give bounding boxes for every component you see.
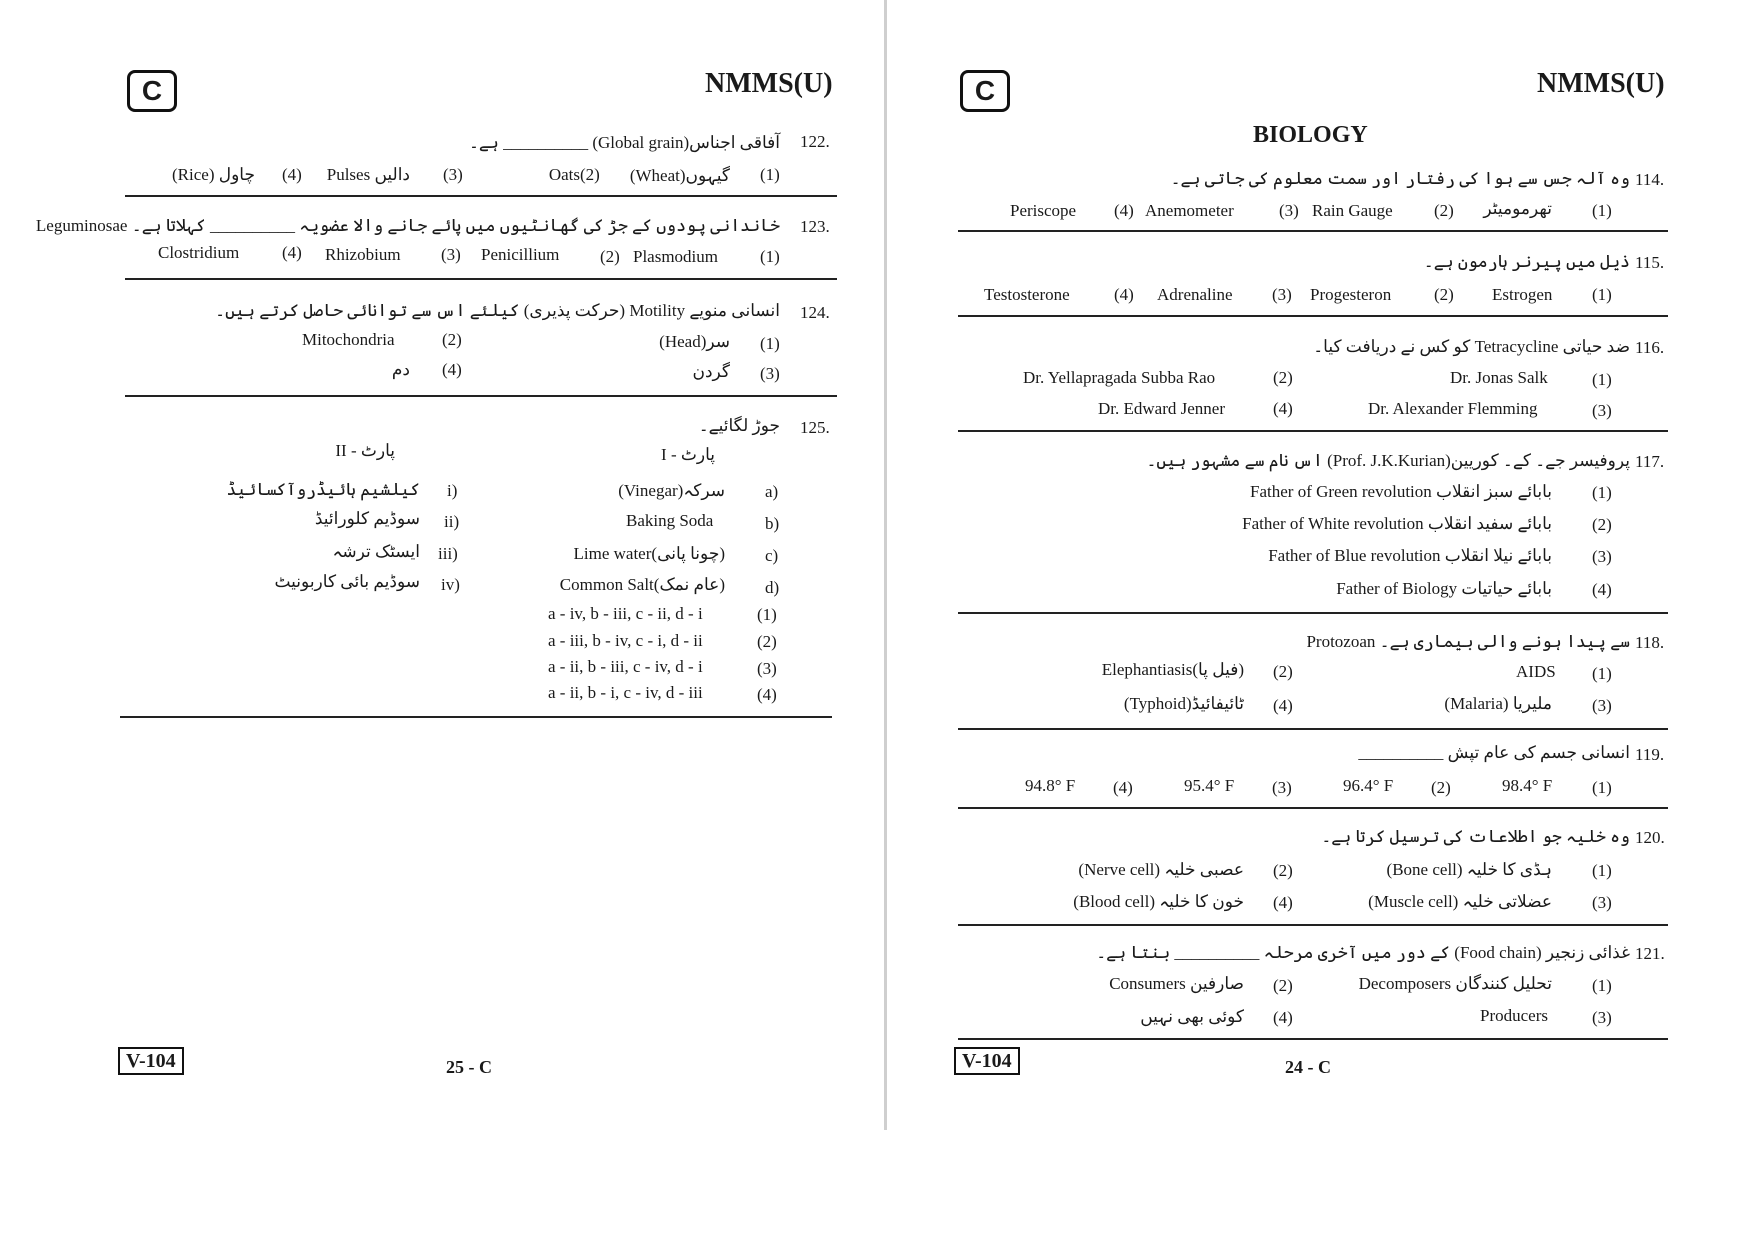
question-stem: Leguminosae خاندانی پودوں کے جڑ کی گھانٹیوں میں پائے جانے والا عضویہ __________ کہلاتا ہے۔ [35,216,780,235]
page-header: NMMS(U) [1537,68,1665,99]
option-number: (3) [1592,893,1612,912]
option-number: (4) [1114,201,1134,220]
option-number: (4) [1273,696,1293,715]
match-item: سوڈیم کلورائیڈ [314,509,420,528]
option-text: Dr. Edward Jenner [1098,399,1225,418]
divider [125,395,837,397]
option-text: 98.4° F [1502,776,1553,795]
divider [120,716,832,718]
option-text: بابائے حیاتیات Father of Biology [1336,579,1552,598]
option-number: (3) [757,659,777,678]
question-stem: آفاقی اجناس(Global grain) __________ ہے۔ [468,133,780,152]
question-number: 125. [800,418,830,437]
booklet-code: V-104 [118,1047,184,1075]
question-stem: وہ آلہ جس سے ہوا کی رفتار اور سمت معلوم کی جاتی ہے۔ [1170,169,1630,188]
option-number: (2) [1273,976,1293,995]
question-stem: وہ خلیہ جو اطلاعات کی ترسیل کرتا ہے۔ [1321,827,1630,846]
question-stem: پروفیسر جے۔ کے۔ کوریین(Prof. J.K.Kurian) اس نام سے مشہور ہیں۔ [1146,451,1630,470]
match-label: a) [765,482,779,501]
option-text: بابائے سبز انقلاب Father of Green revolution [1250,482,1552,501]
option-text: Clostridium [158,243,240,262]
option-text: Penicillium [481,245,560,264]
option-number: (1) [1592,778,1612,797]
option-number: (3) [1272,285,1292,304]
option-text: a - iii, b - iv, c - i, d - ii [548,631,703,650]
option-text: کوئی بھی نہیں [1140,1007,1244,1026]
option-number: (4) [1114,285,1134,304]
option-number: (3) [1592,1008,1612,1027]
option-number: (1) [1592,861,1612,880]
option-text: عضلاتی خلیہ (Muscle cell) [1368,892,1552,911]
match-item: سوڈیم بائی کاربونیٹ [274,572,420,591]
set-label: C [127,70,177,112]
option-number: (1) [760,247,780,266]
option-text: تھرمومیٹر [1483,199,1552,218]
option-text: چاول (Rice) [172,165,255,184]
match-label: ii) [444,512,460,531]
option-number: (2) [1273,662,1293,681]
option-text: Anemometer [1145,201,1234,220]
page-header: NMMS(U) [705,68,833,99]
divider [958,807,1668,809]
booklet-code: V-104 [954,1047,1020,1075]
page-number: 25 - C [446,1057,492,1077]
option-number: (3) [1592,696,1612,715]
option-number: (1) [1592,976,1612,995]
option-number: (2) [757,632,777,651]
question-number: 121. [1635,944,1665,963]
option-number: (3) [441,245,461,264]
divider [958,1038,1668,1040]
match-item: Lime water(چونا پانی) [573,544,725,563]
option-text: Mitochondria [302,330,395,349]
option-text: Periscope [1010,201,1077,220]
option-text: ٹائیفائیڈ(Typhoid) [1123,694,1244,713]
right-page [890,0,1752,1238]
question-stem: ضد حیاتی Tetracycline کو کس نے دریافت کیا۔ [1313,337,1630,356]
match-label: i) [447,481,458,500]
option-text: Rhizobium [325,245,401,264]
option-number: (2) [1273,368,1293,387]
option-number: (2) [1434,201,1454,220]
option-text: a - ii, b - iii, c - iv, d - i [548,657,703,676]
question-number: 116. [1635,338,1665,357]
divider [958,612,1668,614]
option-number: (1) [757,605,777,624]
option-text: Testosterone [984,285,1070,304]
option-text: سر(Head) [659,332,730,351]
option-number: (3) [1592,547,1612,566]
option-text: 94.8° F [1025,776,1076,795]
option-text: بابائے سفید انقلاب Father of White revolution [1242,514,1552,533]
option-text: عصبی خلیہ (Nerve cell) [1078,860,1244,879]
option-number: (1) [1592,664,1612,683]
question-number: 118. [1635,633,1665,652]
match-label: iv) [441,575,460,594]
option-number: (2) [580,165,600,184]
option-number: (4) [1273,1008,1293,1027]
divider [125,278,837,280]
question-stem: انسانی منویے Motility (حرکت پذیری) کیلئے اس سے توانائی حاصل کرتے ہیں۔ [215,301,780,320]
question-number: 114. [1635,170,1665,189]
match-label: b) [765,514,780,533]
question-number: 123. [800,217,830,236]
option-text: Dr. Jonas Salk [1450,368,1548,387]
book-spine [884,0,887,1130]
option-number: (4) [1592,580,1612,599]
option-text: a - iv, b - iii, c - ii, d - i [548,604,703,623]
option-text: Producers [1480,1006,1548,1025]
option-number: (4) [282,243,302,262]
option-text: Elephantiasis(فیل پا) [1101,660,1244,679]
column-header-part2: پارٹ - II [335,441,395,460]
option-text: 96.4° F [1343,776,1394,795]
question-stem: Protozoan سے پیدا ہونے والی بیماری ہے۔ [1306,632,1630,651]
match-item: ایسٹک ترشہ [332,542,420,561]
option-text: Adrenaline [1157,285,1233,304]
option-number: (1) [1592,370,1612,389]
option-text: خون کا خلیہ (Blood cell) [1073,892,1244,911]
question-stem: ذیل میں پیرنر ہارمون ہے۔ [1423,252,1630,271]
question-stem: انسانی جسم کی عام تپش __________ [1358,743,1630,762]
option-text: صارفین Consumers [1109,974,1244,993]
option-number: (3) [443,165,463,184]
option-text: Rain Gauge [1312,201,1393,220]
option-number: (4) [1273,893,1293,912]
page-number: 24 - C [1285,1057,1331,1077]
divider [958,230,1668,232]
option-text: AIDS [1516,662,1556,681]
option-text: Dr. Alexander Flemming [1368,399,1538,418]
divider [125,195,837,197]
option-text: Estrogen [1492,285,1553,304]
match-label: d) [765,578,780,597]
question-number: 117. [1635,452,1665,471]
match-item: Baking Soda [626,511,714,530]
option-number: (3) [1272,778,1292,797]
divider [958,924,1668,926]
option-text: 95.4° F [1184,776,1235,795]
option-number: (2) [1273,861,1293,880]
divider [958,315,1668,317]
option-number: (2) [1431,778,1451,797]
option-text: دالیں Pulses [326,165,410,184]
match-item: Common Salt(عام نمک) [559,575,725,594]
question-number: 122. [800,132,830,151]
option-number: (2) [442,330,462,349]
option-number: (2) [1434,285,1454,304]
option-number: (1) [1592,483,1612,502]
divider [958,430,1668,432]
question-number: 124. [800,303,830,322]
option-number: (1) [1592,285,1612,304]
option-text: Oats [548,165,580,184]
option-text: تحلیل کنندگان Decomposers [1358,974,1552,993]
option-number: (3) [760,364,780,383]
match-label: iii) [438,544,458,563]
divider [958,728,1668,730]
option-number: (1) [760,165,780,184]
option-number: (1) [1592,201,1612,220]
option-number: (4) [1273,399,1293,418]
option-number: (3) [1279,201,1299,220]
match-label: c) [765,546,779,565]
question-stem: غذائی زنجیر (Food chain) کے دور میں آخری مرحلہ __________ بنتا ہے۔ [1096,943,1630,962]
option-number: (4) [757,685,777,704]
option-text: گیہوں(Wheat) [629,166,730,185]
option-text: Plasmodium [633,247,719,266]
option-text: a - ii, b - i, c - iv, d - iii [548,683,703,702]
match-item: کیلشیم ہائیڈروآکسائیڈ [226,480,420,499]
option-text: گردن [692,362,730,381]
option-number: (3) [1592,401,1612,420]
option-text: Progesteron [1310,285,1392,304]
match-item: سرکہ(Vinegar) [618,481,725,500]
option-number: (2) [1592,515,1612,534]
section-title: BIOLOGY [1253,122,1368,148]
question-stem: جوڑ لگائیے۔ [698,416,780,435]
option-text: بابائے نیلا انقلاب Father of Blue revolution [1268,546,1552,565]
set-label: C [960,70,1010,112]
option-number: (4) [1113,778,1133,797]
option-text: ملیریا (Malaria) [1444,694,1552,713]
question-number: 119. [1635,745,1665,764]
option-number: (2) [600,247,620,266]
option-text: ہڈی کا خلیہ (Bone cell) [1386,860,1552,879]
option-text: Dr. Yellapragada Subba Rao [1023,368,1216,387]
column-header-part1: پارٹ - I [661,445,715,464]
option-number: (1) [760,334,780,353]
option-number: (4) [442,360,462,379]
option-number: (4) [282,165,302,184]
question-number: 115. [1635,253,1665,272]
option-text: دم [391,360,410,379]
question-number: 120. [1635,828,1665,847]
